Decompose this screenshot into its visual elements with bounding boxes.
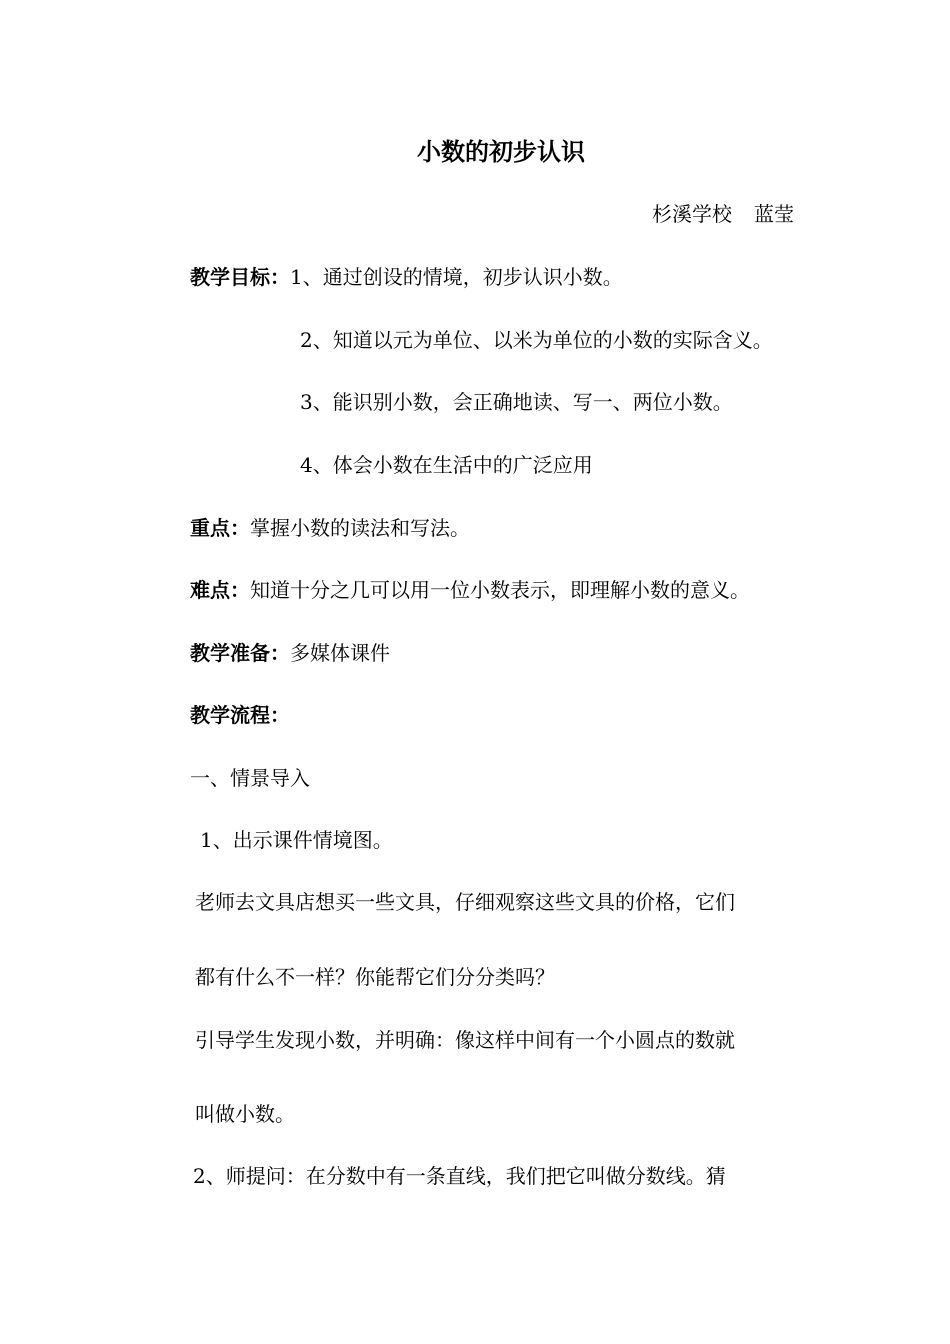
paragraph-line: 叫做小数。 (195, 1102, 295, 1126)
preparation-label: 教学准备： (190, 641, 290, 665)
difficulty-text: 知道十分之几可以用一位小数表示，即理解小数的意义。 (250, 578, 750, 602)
objective-item: 3、能识别小数，会正确地读、写一、两位小数。 (300, 390, 733, 414)
author-line (652, 200, 794, 228)
key-point-line (190, 514, 470, 542)
step-1: 1、出示课件情境图。 (200, 828, 393, 852)
section-heading: 一、情景导入 (190, 766, 310, 790)
author-name: 蓝莹 (754, 202, 794, 226)
difficulty-label: 难点： (190, 578, 250, 602)
key-point-label: 重点： (190, 516, 250, 540)
objective-item: 1、通过创设的情境，初步认识小数。 (290, 265, 623, 289)
preparation-line (190, 639, 390, 667)
objectives-label: 教学目标： (190, 265, 290, 289)
author-school: 杉溪学校 (652, 202, 732, 226)
preparation-text: 多媒体课件 (290, 641, 390, 665)
difficulty-line (190, 576, 750, 604)
key-point-text: 掌握小数的读法和写法。 (250, 516, 470, 540)
objective-item: 4、体会小数在生活中的广泛应用 (300, 453, 593, 477)
paragraph-line: 老师去文具店想买一些文具，仔细观察这些文具的价格，它们 (195, 890, 735, 914)
objective-item: 2、知道以元为单位、以米为单位的小数的实际含义。 (300, 328, 773, 352)
paragraph-line: 引导学生发现小数，并明确：像这样中间有一个小圆点的数就 (195, 1028, 735, 1052)
document-title: 小数的初步认识 (417, 137, 585, 166)
step-2: 2、师提问：在分数中有一条直线，我们把它叫做分数线。猜 (193, 1164, 726, 1188)
objectives-line-1 (190, 263, 623, 291)
process-label: 教学流程： (190, 703, 290, 727)
paragraph-line: 都有什么不一样？你能帮它们分分类吗？ (195, 965, 555, 989)
